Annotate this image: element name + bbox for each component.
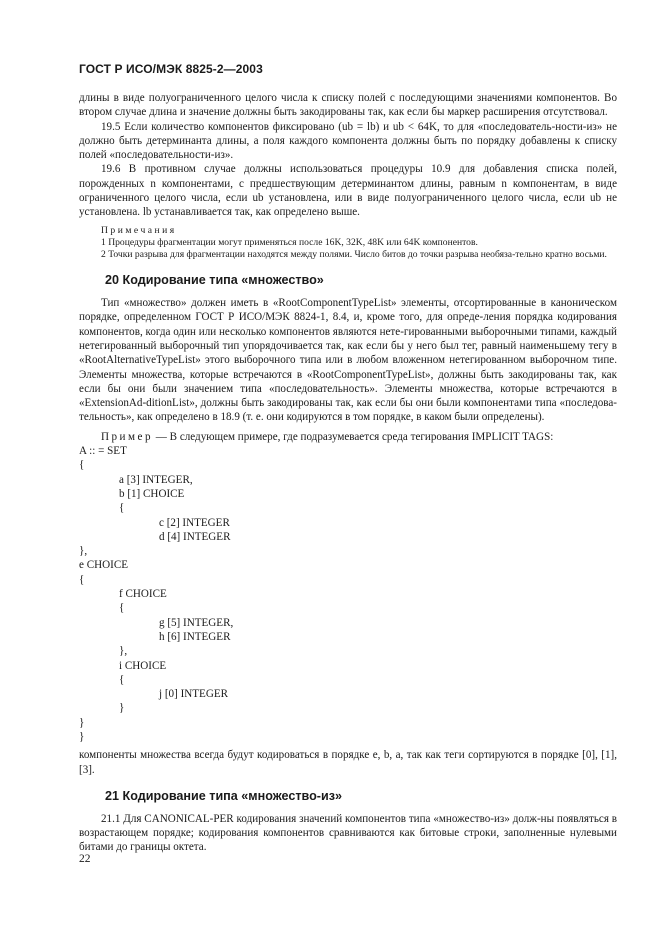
code-line: f CHOICE	[119, 588, 167, 601]
code-line: i CHOICE	[119, 659, 167, 672]
code-line: {	[119, 502, 125, 515]
section-20-conclusion: компоненты множества всегда будут кодироваться в порядке e, b, a, так как теги сортируются в порядке [0], [1], [3].	[79, 749, 617, 776]
section-21-title: 21 Кодирование типа «множество-из»	[105, 788, 342, 803]
note-2: 2 Точки разрыва для фрагментации находятся между полями. Число битов до точки разрыва необяза-тельно кратно восьми.	[101, 248, 607, 260]
code-line: a [3] INTEGER,	[119, 473, 193, 486]
code-line: {	[119, 673, 125, 686]
code-line: },	[79, 545, 88, 558]
document-page	[79, 62, 617, 855]
code-line: {	[79, 573, 85, 586]
code-line: b [1] CHOICE	[119, 487, 185, 500]
code-line: g [5] INTEGER,	[159, 616, 234, 629]
code-line: h [6] INTEGER	[159, 630, 231, 643]
code-line: }	[79, 730, 85, 743]
notes-title: Примечания	[101, 224, 177, 236]
code-line: A :: = SET	[79, 445, 127, 458]
code-line: }	[119, 702, 125, 715]
example-text: — В следующем примере, где подразумевается среда тегирования IMPLICIT TAGS:	[153, 430, 554, 443]
page-number: 22	[79, 853, 91, 865]
code-line: {	[119, 602, 125, 615]
paragraph-19-5: 19.5 Если количество компонентов фиксировано (ub = lb) и ub < 64K, то для «последователь-ности-из» не должно быть детерминанта длины, а поля каждого компонента должны быть по порядку добавлены к списку полей «последовательности-из».	[79, 120, 617, 162]
paragraph-continuation: длины в виде полуограниченного целого числа к списку полей с последующими значениями компонентов. Во втором случае длина и значение должны быть закодированы так, как если бы маркер расширения отсутствовал.	[79, 92, 617, 119]
code-line: }	[79, 716, 85, 729]
example-intro	[79, 430, 617, 444]
code-line: c [2] INTEGER	[159, 516, 230, 529]
section-20-body: Тип «множество» должен иметь в «RootComponentTypeList» элементы, отсортированные в каноническом порядке, определенном ГОСТ Р ИСО/МЭК 8824-1, 8.4, и, кроме того, для опреде-ления порядка кодирования компонентов, когда один или несколько компонентов являются нете-гированными выборочными типами, каждый нетегированный выборочный тип упорядочивается так, как если бы у него был тег, равный наименьшему тегу в «RootAlternativeTypeList» этого выборочного типа или в любом вложенном нетегированном выборочном типе. Элементы множества, которые встречаются в «RootComponentTypeList», должны быть закодированы так, как если бы они были значением типа «последовательность». Элементы множества, которые встречаются в «ExtensionAd-ditionList», должны быть закодированы так, как если бы они были компонентами типа «последова-тельность», как определено в 18.9 (т. е. они кодируются в том порядке, в каком были определены).	[79, 297, 617, 424]
code-line: },	[119, 645, 128, 658]
asn1-code-block	[79, 444, 617, 744]
code-line: {	[79, 459, 85, 472]
example-label: Пример	[101, 430, 153, 443]
code-line: j [0] INTEGER	[159, 688, 229, 701]
code-line: d [4] INTEGER	[159, 530, 231, 543]
code-line: e CHOICE	[79, 559, 128, 572]
document-header: ГОСТ Р ИСО/МЭК 8825-2—2003	[79, 62, 263, 76]
section-20-title: 20 Кодирование типа «множество»	[105, 273, 324, 288]
note-1: 1 Процедуры фрагментации могут применяться после 16K, 32K, 48K или 64K компонентов.	[101, 236, 478, 248]
paragraph-21-1: 21.1 Для CANONICAL-PER кодирования значений компонентов типа «множество-из» долж-ны появляться в возрастающем порядке; кодирования компонентов сравниваются как битовые строки, заполненные нулевыми битами до границы октета.	[79, 812, 617, 854]
paragraph-19-6: 19.6 В противном случае должны использоваться процедуры 10.9 для добавления списка полей, порожденных n компонентами, с предшествующим детерминантом длины, равным n компонентам, в виде ограниченного целого числа, если ub установлена, или в виде полуограниченного целого числа, если ub не установлена. lb устанавливается так, как определено выше.	[79, 163, 617, 219]
